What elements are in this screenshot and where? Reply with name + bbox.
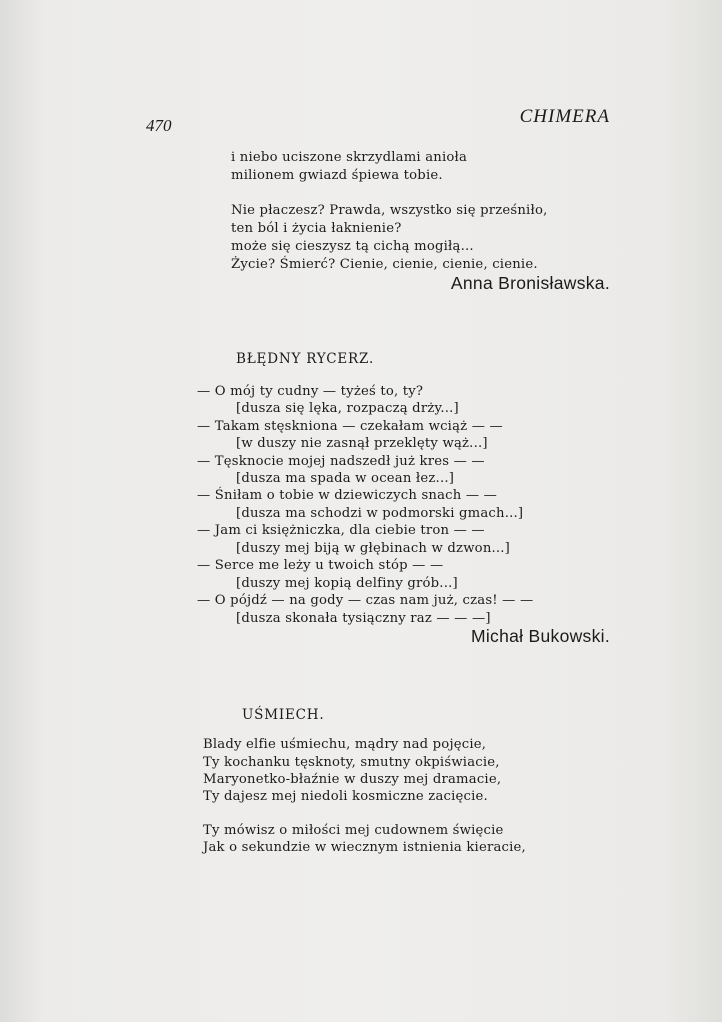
poem-line: [dusza ma spada w ocean łez...]	[236, 471, 455, 486]
poem-line: ten ból i życia łaknienie?	[231, 221, 402, 236]
poem-line: milionem gwiazd śpiewa tobie.	[231, 168, 443, 183]
poem-line: [dusza się lęka, rozpaczą drży...]	[236, 401, 459, 416]
poem-line: Blady elfie uśmiechu, mądry nad pojęcie,	[203, 737, 487, 752]
poem-line: — O pójdź — na gody — czas nam już, czas! — —	[197, 593, 534, 608]
poem-line: [dusza ma schodzi w podmorski gmach...]	[236, 506, 524, 521]
poem-line: Ty kochanku tęsknoty, smutny okpiświacie,	[203, 755, 500, 770]
poem-line: [w duszy nie zasnął przeklęty wąż...]	[236, 436, 488, 451]
poem-line: — O mój ty cudny — tyżeś to, ty?	[197, 384, 424, 399]
poem-line: — Takam stęskniona — czekałam wciąż — —	[197, 419, 503, 434]
poem-line: może się cieszysz tą cichą mogiłą...	[231, 239, 474, 254]
poem-line: Jak o sekundzie w wiecznym istnienia kieracie,	[203, 840, 526, 855]
poem-line: [dusza skonała tysiączny raz — — —]	[236, 611, 491, 626]
poem-line: — Śniłam o tobie w dziewiczych snach — —	[197, 488, 497, 503]
poem-line: Życie? Śmierć? Cienie, cienie, cienie, cienie.	[231, 257, 538, 272]
poem-line: — Serce me leży u twoich stóp — —	[197, 558, 444, 573]
poem-line: Nie płaczesz? Prawda, wszystko się prześniło,	[231, 203, 548, 218]
author-signature: Anna Bronisławska.	[450, 273, 610, 293]
poem-title: UŚMIECH.	[242, 707, 325, 723]
poem-line: — Tęsknocie mojej nadszedł już kres — —	[197, 454, 485, 469]
poem-line: i niebo uciszone skrzydlami anioła	[231, 150, 468, 165]
poem-line: — Jam ci księżniczka, dla ciebie tron — —	[197, 523, 485, 538]
running-title: CHIMERA	[519, 106, 610, 127]
poem-line: Ty dajesz mej niedoli kosmiczne zacięcie.	[203, 789, 488, 804]
page-number: 470	[146, 116, 172, 135]
author-signature: Michał Bukowski.	[470, 626, 610, 646]
poem-title: BŁĘDNY RYCERZ.	[236, 351, 375, 367]
poem-line: Ty mówisz o miłości mej cudownem święcie	[203, 823, 504, 838]
poem-line: [duszy mej biją w głębinach w dzwon...]	[236, 541, 511, 556]
poem-line: Maryonetko-błaźnie w duszy mej dramacie,	[203, 772, 502, 787]
poem-line: [duszy mej kopią delfiny grób...]	[236, 576, 458, 591]
